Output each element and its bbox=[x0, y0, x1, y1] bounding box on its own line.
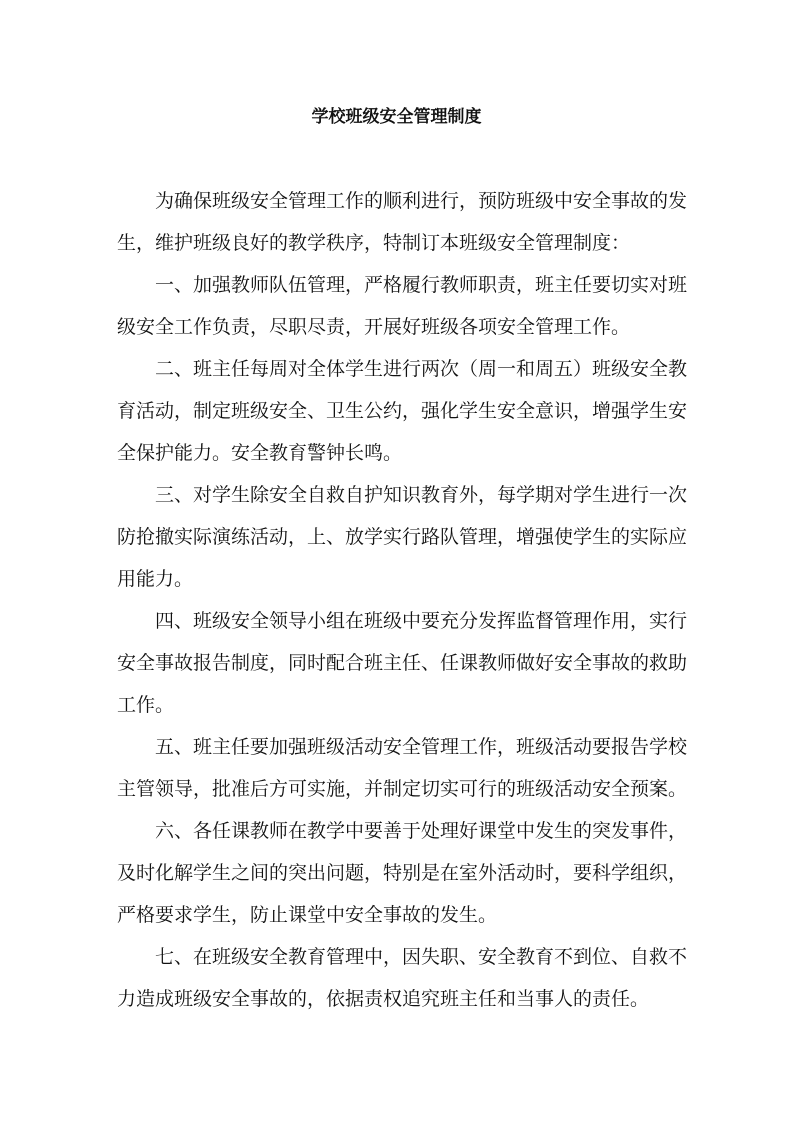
paragraph bbox=[117, 264, 688, 348]
paragraph-line: 四、班级安全领导小组在班级中要充分发挥监督管理作用，实行 bbox=[155, 610, 688, 632]
paragraph bbox=[117, 474, 688, 600]
paragraph-line: 二、班主任每周对全体学生进行两次（周一和周五）班级安全教 bbox=[155, 358, 688, 380]
paragraph-line: 及时化解学生之间的突出问题，特别是在室外活动时，要科学组织， bbox=[117, 862, 688, 884]
paragraph-line: 用能力。 bbox=[117, 568, 194, 590]
paragraph-line: 三、对学生除安全自救自护知识教育外，每学期对学生进行一次 bbox=[155, 484, 688, 506]
paragraph-line: 主管领导，批准后方可实施，并制定切实可行的班级活动安全预案。 bbox=[117, 778, 688, 800]
paragraph bbox=[117, 726, 688, 810]
paragraph bbox=[117, 810, 688, 936]
document-body bbox=[117, 180, 688, 1020]
paragraph-line: 级安全工作负责，尽职尽责，开展好班级各项安全管理工作。 bbox=[117, 316, 631, 338]
paragraph-line: 六、各任课教师在教学中要善于处理好课堂中发生的突发事件， bbox=[155, 820, 688, 842]
paragraph-line: 育活动，制定班级安全、卫生公约，强化学生安全意识，增强学生安 bbox=[117, 400, 688, 422]
paragraph-line: 全保护能力。安全教育警钟长鸣。 bbox=[117, 442, 403, 464]
paragraph-line: 一、加强教师队伍管理，严格履行教师职责，班主任要切实对班 bbox=[155, 274, 688, 296]
paragraph-line: 五、班主任要加强班级活动安全管理工作，班级活动要报告学校 bbox=[155, 736, 688, 758]
paragraph-line: 七、在班级安全教育管理中，因失职、安全教育不到位、自救不 bbox=[155, 946, 688, 968]
paragraph-line: 严格要求学生，防止课堂中安全事故的发生。 bbox=[117, 904, 498, 926]
paragraph bbox=[117, 600, 688, 726]
paragraph-line: 力造成班级安全事故的，依据责权追究班主任和当事人的责任。 bbox=[117, 988, 650, 1010]
paragraph-line: 防抢撤实际演练活动，上、放学实行路队管理，增强使学生的实际应 bbox=[117, 526, 688, 548]
paragraph-line: 生，维护班级良好的教学秩序，特制订本班级安全管理制度： bbox=[117, 232, 631, 254]
paragraph bbox=[117, 936, 688, 1020]
paragraph-line: 安全事故报告制度，同时配合班主任、任课教师做好安全事故的救助 bbox=[117, 652, 688, 674]
paragraph bbox=[117, 348, 688, 474]
paragraph bbox=[117, 180, 688, 264]
document-title: 学校班级安全管理制度 bbox=[311, 107, 482, 127]
paragraph-line: 工作。 bbox=[117, 694, 175, 716]
paragraph-line: 为确保班级安全管理工作的顺利进行，预防班级中安全事故的发 bbox=[155, 190, 688, 212]
